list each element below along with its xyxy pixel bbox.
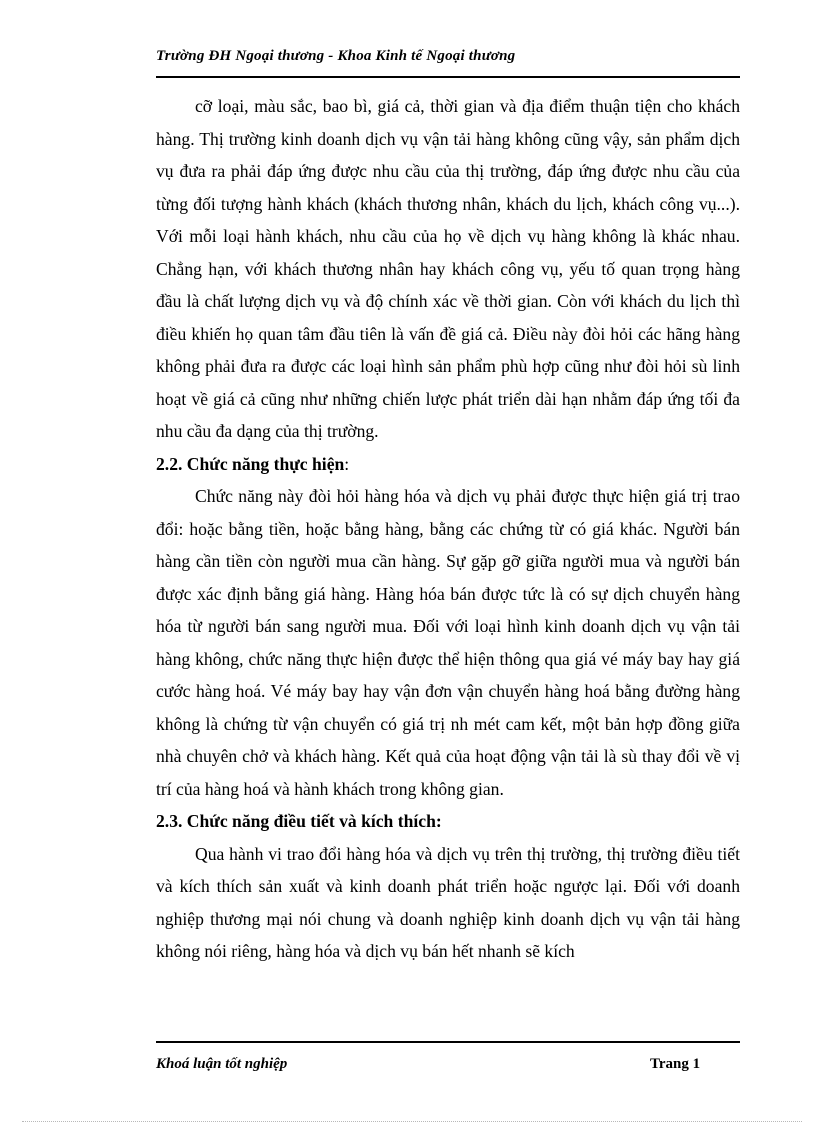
footer-page-number: Trang 1 bbox=[650, 1056, 701, 1072]
paragraph-2: Chức năng này đòi hỏi hàng hóa và dịch vụ phải được thực hiện giá trị trao đổi: hoặc bằng tiền, hoặc bằng hàng, bằng các chứng từ có giá khác. Người bán hàng cần tiền còn người mua cần hàng. Sự gặp gỡ giữa người mua và người bán được xác định bằng giá hàng. Hàng hóa bán được tức là có sự dịch chuyển hàng hóa từ người bán sang người mua. Đối với loại hình kinh doanh dịch vụ vận tải hàng không, chức năng thực hiện được thể hiện thông qua giá vé máy bay hay giá cước hàng hoá. Vé máy bay hay vận đơn vận chuyển hàng hoá bằng đường hàng không là chứng từ vận chuyển có giá trị nh mét cam kết, một bản hợp đồng giữa nhà chuyên chở và khách hàng. Kết quả của hoạt động vận tải là sù thay đổi về vị trí của hàng hoá và hành khách trong không gian. bbox=[156, 486, 740, 799]
header-divider bbox=[156, 76, 740, 78]
footer-divider bbox=[156, 1041, 740, 1043]
paragraph-3: Qua hành vi trao đổi hàng hóa và dịch vụ trên thị trường, thị trường điều tiết và kích thích sản xuất và kinh doanh phát triển hoặc ngược lại. Đối với doanh nghiệp thương mại nói chung và doanh nghiệp kinh doanh dịch vụ vận tải hàng không nói riêng, hàng hóa và dịch vụ bán hết nhanh sẽ kích bbox=[156, 843, 740, 961]
section-heading-2-2 bbox=[156, 448, 740, 481]
page-header-title: Trường ĐH Ngoại thương - Khoa Kinh tế Ngoại thương bbox=[156, 48, 516, 64]
section-heading-2-2-colon: : bbox=[344, 453, 350, 474]
footer-thesis-label: Khoá luận tốt nghiệp bbox=[156, 1056, 288, 1072]
section-heading-2-3: 2.3. Chức năng điều tiết và kích thích: bbox=[156, 811, 442, 831]
paragraph-1: cỡ loại, màu sắc, bao bì, giá cả, thời gian và địa điểm thuận tiện cho khách hàng. Thị trường kinh doanh dịch vụ vận tải hàng không cũng vậy, sản phẩm dịch vụ đưa ra phải đáp ứng được nhu cầu của thị trường, đáp ứng được nhu cầu của từng đối tượng hành khách (khách thương nhân, khách du lịch, khách công vụ...). Với mỗi loại hành khách, nhu cầu của họ về dịch vụ hàng không là khác nhau. Chẳng hạn, với khách thương nhân hay khách công vụ, yếu tố quan trọng hàng đầu là chất lượng dịch vụ và độ chính xác về thời gian. Còn với khách du lịch thì điều khiến họ quan tâm đầu tiên là vấn đề giá cả. Điều này đòi hỏi các hãng hàng không phải đưa ra được các loại hình sản phẩm phù hợp cũng như đòi hỏi sù linh hoạt về giá cả cũng như những chiến lược phát triển dài hạn nhằm đáp ứng tối đa nhu cầu đa dạng của thị trường. bbox=[156, 96, 740, 441]
document-body bbox=[156, 90, 740, 968]
page-boundary bbox=[22, 1121, 802, 1122]
section-heading-2-2-text: 2.2. Chức năng thực hiện bbox=[156, 453, 345, 474]
